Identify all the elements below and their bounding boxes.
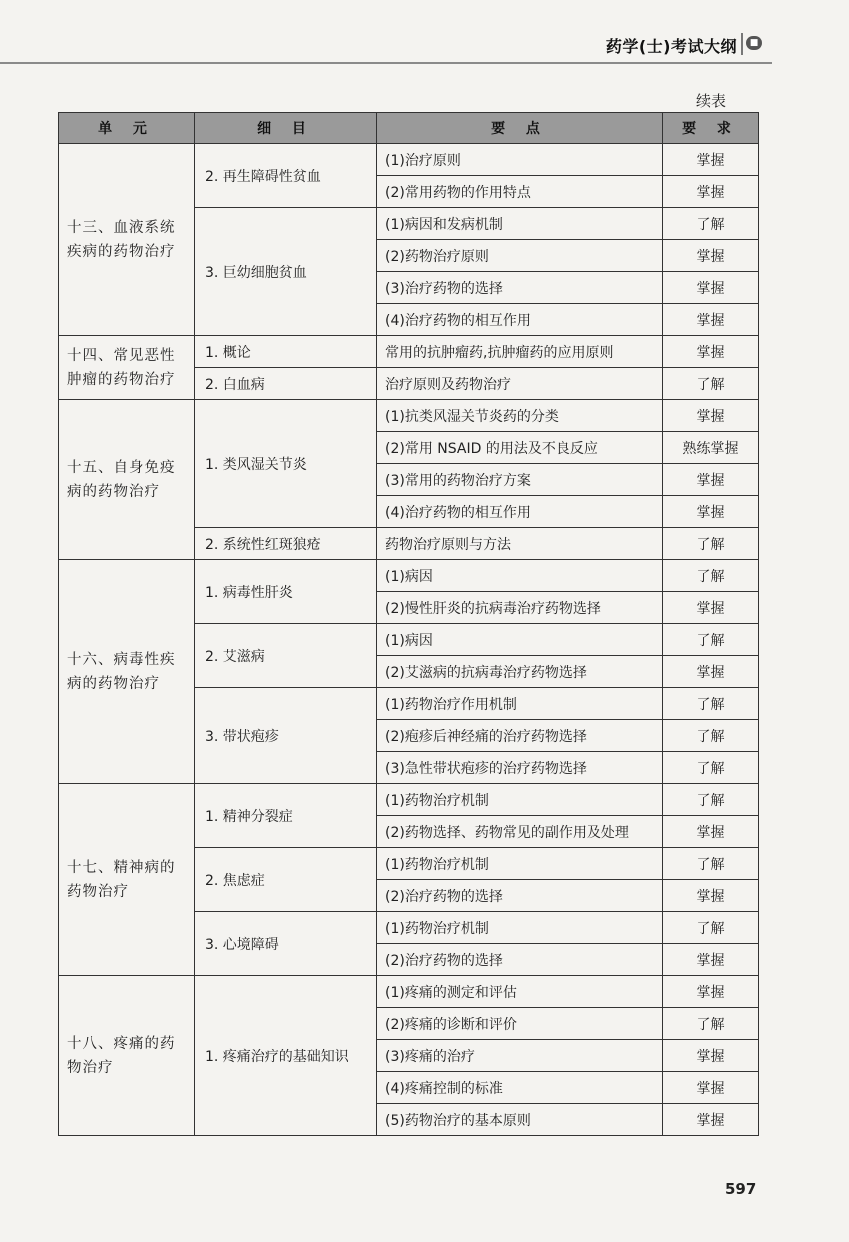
detail-cell: 2. 白血病: [195, 368, 377, 400]
point-cell: 治疗原则及药物治疗: [377, 368, 663, 400]
table-row: [59, 560, 759, 592]
table-row: [59, 336, 759, 368]
syllabus-table: [58, 112, 759, 1136]
table-row: [59, 976, 759, 1008]
detail-cell: 3. 带状疱疹: [195, 688, 377, 784]
requirement-cell: 掌握: [663, 464, 759, 496]
requirement-cell: 掌握: [663, 944, 759, 976]
detail-cell: 3. 巨幼细胞贫血: [195, 208, 377, 336]
point-cell: (2)药物治疗原则: [377, 240, 663, 272]
requirement-cell: 了解: [663, 848, 759, 880]
point-cell: (2)常用 NSAID 的用法及不良反应: [377, 432, 663, 464]
point-cell: (1)药物治疗机制: [377, 912, 663, 944]
header-separator: [741, 33, 743, 55]
point-cell: (1)抗类风湿关节炎药的分类: [377, 400, 663, 432]
detail-cell: 2. 再生障碍性贫血: [195, 144, 377, 208]
requirement-cell: 掌握: [663, 496, 759, 528]
requirement-cell: 掌握: [663, 240, 759, 272]
column-header-requirement: 要 求: [663, 113, 759, 144]
detail-cell: 1. 类风湿关节炎: [195, 400, 377, 528]
point-cell: (2)药物选择、药物常见的副作用及处理: [377, 816, 663, 848]
requirement-cell: 了解: [663, 528, 759, 560]
requirement-cell: 了解: [663, 752, 759, 784]
point-cell: (1)疼痛的测定和评估: [377, 976, 663, 1008]
point-cell: (4)疼痛控制的标准: [377, 1072, 663, 1104]
requirement-cell: 掌握: [663, 592, 759, 624]
column-header-detail: 细 目: [195, 113, 377, 144]
requirement-cell: 了解: [663, 784, 759, 816]
requirement-cell: 掌握: [663, 176, 759, 208]
requirement-cell: 掌握: [663, 816, 759, 848]
point-cell: (1)病因: [377, 624, 663, 656]
requirement-cell: 掌握: [663, 976, 759, 1008]
requirement-cell: 了解: [663, 208, 759, 240]
column-header-point: 要 点: [377, 113, 663, 144]
requirement-cell: 了解: [663, 720, 759, 752]
point-cell: (2)治疗药物的选择: [377, 944, 663, 976]
table-body: [59, 144, 759, 1136]
header-title: 药学(士)考试大纲: [605, 37, 737, 56]
column-header-unit: 单 元: [59, 113, 195, 144]
unit-cell: 十四、常见恶性肿瘤的药物治疗: [59, 336, 195, 400]
detail-cell: 1. 病毒性肝炎: [195, 560, 377, 624]
point-cell: (1)药物治疗机制: [377, 848, 663, 880]
requirement-cell: 掌握: [663, 400, 759, 432]
point-cell: (2)疱疹后神经痛的治疗药物选择: [377, 720, 663, 752]
requirement-cell: 掌握: [663, 880, 759, 912]
point-cell: (2)艾滋病的抗病毒治疗药物选择: [377, 656, 663, 688]
detail-cell: 3. 心境障碍: [195, 912, 377, 976]
page-header: [0, 0, 849, 70]
table-row: [59, 400, 759, 432]
point-cell: 药物治疗原则与方法: [377, 528, 663, 560]
requirement-cell: 掌握: [663, 656, 759, 688]
point-cell: (1)病因: [377, 560, 663, 592]
table-row: [59, 784, 759, 816]
point-cell: (1)药物治疗机制: [377, 784, 663, 816]
unit-cell: 十八、疼痛的药物治疗: [59, 976, 195, 1136]
unit-cell: 十七、精神病的药物治疗: [59, 784, 195, 976]
page-number: 597: [725, 1180, 757, 1198]
detail-cell: 2. 系统性红斑狼疮: [195, 528, 377, 560]
requirement-cell: 掌握: [663, 144, 759, 176]
point-cell: (1)病因和发病机制: [377, 208, 663, 240]
detail-cell: 1. 疼痛治疗的基础知识: [195, 976, 377, 1136]
requirement-cell: 熟练掌握: [663, 432, 759, 464]
point-cell: (3)常用的药物治疗方案: [377, 464, 663, 496]
point-cell: (3)治疗药物的选择: [377, 272, 663, 304]
point-cell: 常用的抗肿瘤药,抗肿瘤药的应用原则: [377, 336, 663, 368]
requirement-cell: 了解: [663, 368, 759, 400]
detail-cell: 1. 概论: [195, 336, 377, 368]
requirement-cell: 掌握: [663, 1104, 759, 1136]
point-cell: (2)疼痛的诊断和评价: [377, 1008, 663, 1040]
requirement-cell: 了解: [663, 560, 759, 592]
point-cell: (3)疼痛的治疗: [377, 1040, 663, 1072]
point-cell: (1)治疗原则: [377, 144, 663, 176]
requirement-cell: 掌握: [663, 336, 759, 368]
detail-cell: 2. 焦虑症: [195, 848, 377, 912]
point-cell: (1)药物治疗作用机制: [377, 688, 663, 720]
requirement-cell: 了解: [663, 912, 759, 944]
header-rule: [0, 62, 772, 64]
requirement-cell: 了解: [663, 688, 759, 720]
requirement-cell: 掌握: [663, 272, 759, 304]
detail-cell: 2. 艾滋病: [195, 624, 377, 688]
requirement-cell: 掌握: [663, 1040, 759, 1072]
detail-cell: 1. 精神分裂症: [195, 784, 377, 848]
point-cell: (3)急性带状疱疹的治疗药物选择: [377, 752, 663, 784]
unit-cell: 十五、自身免疫病的药物治疗: [59, 400, 195, 560]
requirement-cell: 掌握: [663, 1072, 759, 1104]
book-badge-icon: ■: [746, 36, 762, 50]
point-cell: (2)常用药物的作用特点: [377, 176, 663, 208]
requirement-cell: 了解: [663, 1008, 759, 1040]
point-cell: (4)治疗药物的相互作用: [377, 304, 663, 336]
requirement-cell: 了解: [663, 624, 759, 656]
table-header-row: [59, 113, 759, 144]
point-cell: (5)药物治疗的基本原则: [377, 1104, 663, 1136]
unit-cell: 十六、病毒性疾病的药物治疗: [59, 560, 195, 784]
requirement-cell: 掌握: [663, 304, 759, 336]
point-cell: (2)慢性肝炎的抗病毒治疗药物选择: [377, 592, 663, 624]
continued-label: 续表: [696, 92, 727, 110]
unit-cell: 十三、血液系统疾病的药物治疗: [59, 144, 195, 336]
point-cell: (2)治疗药物的选择: [377, 880, 663, 912]
point-cell: (4)治疗药物的相互作用: [377, 496, 663, 528]
syllabus-table-wrap: [58, 112, 758, 1136]
table-row: [59, 144, 759, 176]
